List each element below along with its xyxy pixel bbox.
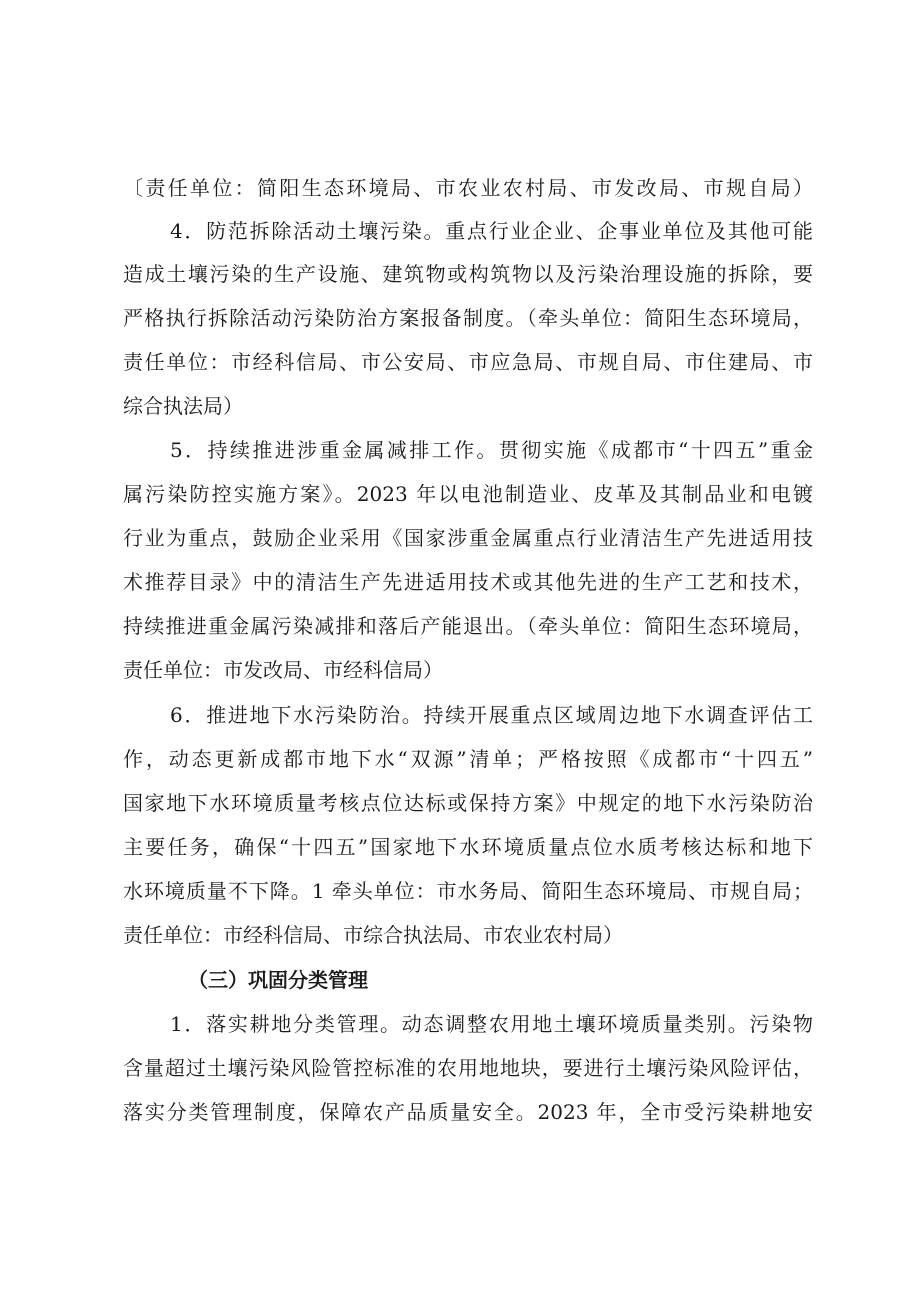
- text-line: 〔责任单位：简阳生态环境局、市农业农村局、市发改局、市规自局）: [123, 176, 813, 200]
- paragraph-5-first-line: 5．持续推进涉重金属减排工作。贯彻实施《成都市“十四五”重金: [170, 438, 813, 462]
- text-line: 责任单位：市经科信局、市公安局、市应急局、市规自局、市住建局、市: [123, 350, 813, 374]
- text-line: 落实分类管理制度，保障农产品质量安全。2023 年，全市受污染耕地安: [123, 1100, 813, 1124]
- paragraph-4-first-line: 4．防范拆除活动土壤污染。重点行业企业、企事业单位及其他可能: [170, 219, 813, 243]
- text-line: 属污染防控实施方案》。2023 年以电池制造业、皮革及其制品业和电镀: [123, 482, 813, 506]
- text-line: 责任单位：市发改局、市经科信局）: [123, 658, 443, 682]
- paragraph-6-first-line: 6．推进地下水污染防治。持续开展重点区域周边地下水调查评估工: [170, 703, 813, 727]
- paragraph-1-first-line: 1．落实耕地分类管理。动态调整农用地土壤环境质量类别。污染物: [170, 1012, 813, 1036]
- text-line: 造成土壤污染的生产设施、建筑物或构筑物以及污染治理设施的拆除，要: [123, 262, 813, 286]
- text-line: 主要任务，确保“十四五”国家地下水环境质量点位水质考核达标和地下: [123, 835, 813, 859]
- text-line: 综合执法局）: [123, 394, 243, 418]
- text-line: 行业为重点，鼓励企业采用《国家涉重金属重点行业清洁生产先进适用技: [123, 526, 813, 550]
- text-line: 责任单位：市经科信局、市综合执法局、市农业农村局）: [123, 923, 623, 947]
- text-line: 持续推进重金属污染减排和落后产能退出。（牵头单位：简阳生态环境局，: [123, 614, 813, 638]
- section-heading: （三）巩固分类管理: [188, 968, 368, 992]
- text-line: 术推荐目录》中的清洁生产先进适用技术或其他先进的生产工艺和技术，: [123, 570, 813, 594]
- text-line: 严格执行拆除活动污染防治方案报备制度。（牵头单位：简阳生态环境局，: [123, 306, 813, 330]
- text-line: 水环境质量不下降。1 牵头单位：市水务局、简阳生态环境局、市规自局；: [123, 879, 813, 903]
- text-line: 含量超过土壤污染风险管控标准的农用地地块，要进行土壤污染风险评估，: [123, 1056, 813, 1080]
- text-line: 国家地下水环境质量考核点位达标或保持方案》中规定的地下水污染防治: [123, 791, 813, 815]
- text-line: 作，动态更新成都市地下水“双源”清单；严格按照《成都市“十四五”: [123, 747, 813, 771]
